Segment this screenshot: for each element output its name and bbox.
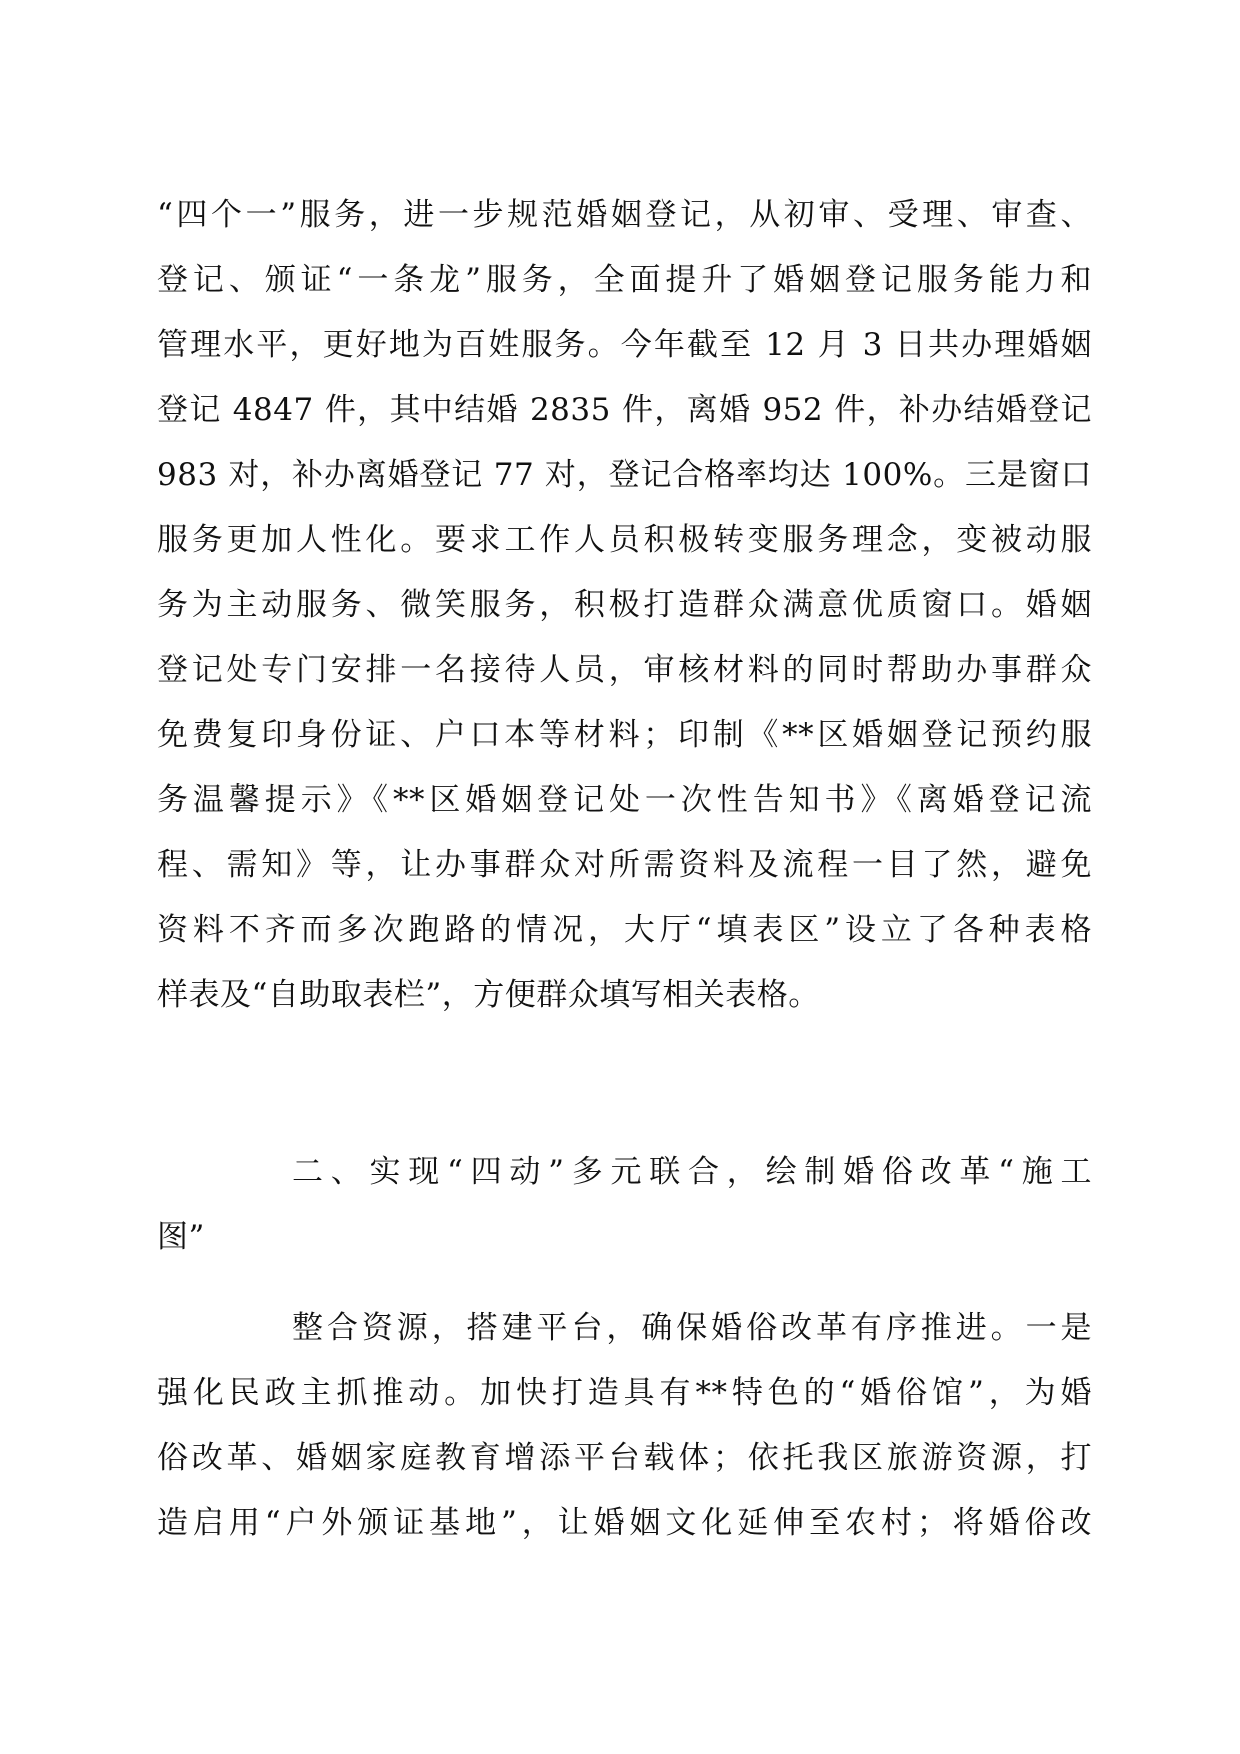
paragraph-line: “四个一”服务，进一步规范婚姻登记，从初审、受理、审查、 [157, 197, 1092, 233]
body-paragraph [157, 1296, 1092, 1556]
paragraph-line: 登记、颁证“一条龙”服务，全面提升了婚姻登记服务能力和 [157, 262, 1092, 298]
paragraph-line: 务为主动服务、微笑服务，积极打造群众满意优质窗口。婚姻 [157, 587, 1092, 623]
paragraph-line: 管理水平，更好地为百姓服务。今年截至 12 月 3 日共办理婚姻 [157, 327, 1092, 363]
heading-line: 二、实现“四动”多元联合，绘制婚俗改革“施工 [292, 1154, 1092, 1190]
body-paragraph [157, 183, 1092, 1028]
paragraph-line: 强化民政主抓推动。加快打造具有**特色的“婚俗馆”，为婚 [157, 1375, 1092, 1411]
paragraph-line: 免费复印身份证、户口本等材料；印制《**区婚姻登记预约服 [157, 717, 1092, 753]
paragraph-line: 务温馨提示》《**区婚姻登记处一次性告知书》《离婚登记流 [157, 782, 1092, 818]
paragraph-line: 登记 4847 件，其中结婚 2835 件，离婚 952 件，补办结婚登记 [157, 392, 1092, 428]
paragraph-line: 资料不齐而多次跑路的情况，大厅“填表区”设立了各种表格 [157, 912, 1092, 948]
heading-line: 图” [157, 1219, 205, 1255]
paragraph-line: 登记处专门安排一名接待人员，审核材料的同时帮助办事群众 [157, 652, 1092, 688]
paragraph-line: 俗改革、婚姻家庭教育增添平台载体；依托我区旅游资源，打 [157, 1440, 1092, 1476]
paragraph-line: 983 对，补办离婚登记 77 对，登记合格率均达 100%。三是窗口 [157, 457, 1092, 493]
paragraph-line: 整合资源，搭建平台，确保婚俗改革有序推进。一是 [292, 1310, 1092, 1346]
paragraph-line: 程、需知》等，让办事群众对所需资料及流程一目了然，避免 [157, 847, 1092, 883]
paragraph-line: 造启用“户外颁证基地”，让婚姻文化延伸至农村；将婚俗改 [157, 1505, 1092, 1541]
section-heading [157, 1140, 1092, 1270]
paragraph-line: 服务更加人性化。要求工作人员积极转变服务理念，变被动服 [157, 522, 1092, 558]
paragraph-line: 样表及“自助取表栏”，方便群众填写相关表格。 [157, 977, 820, 1013]
